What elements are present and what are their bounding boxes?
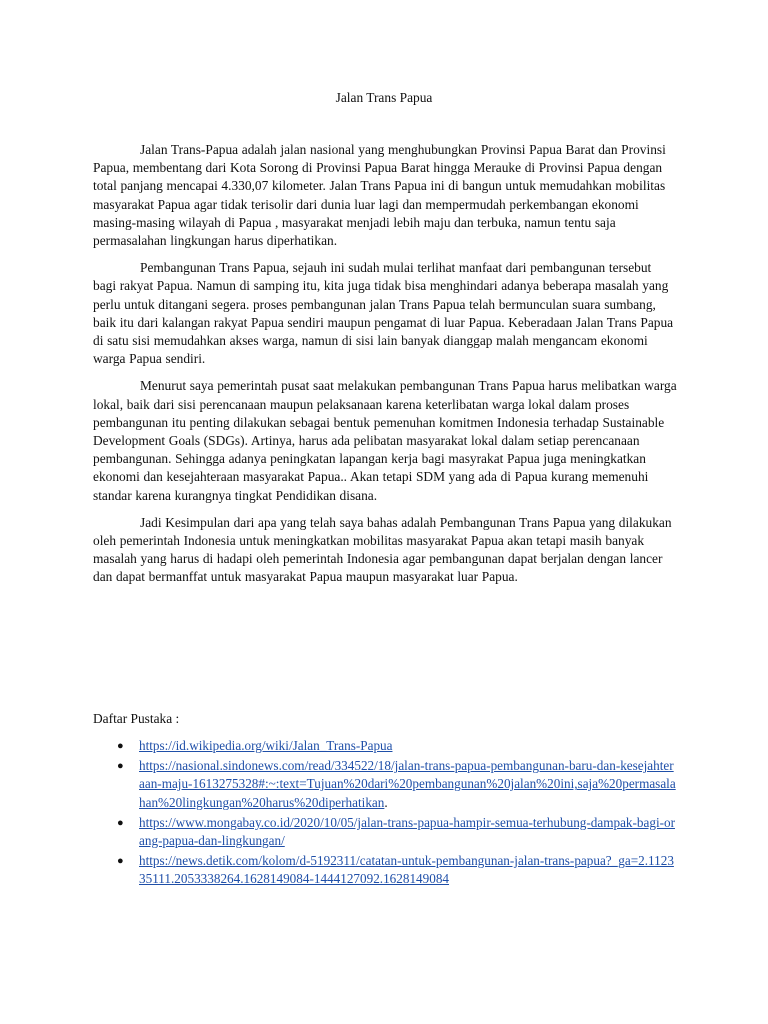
references-list <box>93 737 677 891</box>
reference-item <box>93 737 677 755</box>
reference-link-wikipedia[interactable]: https://id.wikipedia.org/wiki/Jalan_Trans-Papua <box>139 738 393 753</box>
paragraph-2: Pembangunan Trans Papua, sejauh ini sudah mulai terlihat manfaat dari pembangunan tersebut bagi rakyat Papua. Namun di samping itu, kita juga tidak bisa menghindari adanya beberapa masalah yang perlu untuk ditangani segera. proses pembangunan jalan Trans Papua telah bermunculan suara sumbang, baik itu dari kalangan rakyat Papua sendiri maupun pengamat di luar Papua. Keberadaan Jalan Trans Papua di satu sisi memudahkan akses warga, namun di sisi lain banyak dianggap malah mengancam ekonomi warga Papua sendiri. <box>93 260 674 367</box>
document-body <box>93 141 677 596</box>
reference-item <box>93 757 677 812</box>
paragraph-1: Jalan Trans-Papua adalah jalan nasional yang menghubungkan Provinsi Papua Barat dan Provinsi Papua, membentang dari Kota Sorong di Provinsi Papua Barat hingga Merauke di Provinsi Papua dengan total panjang mencapai 4.330,07 kilometer. Jalan Trans Papua ini di bangun untuk memudahkan mobilitas masyarakat Papua agar tidak terisolir dari dunia luar lagi dan mempermudah perkembangan ekonomi masing-masing wilayah di Papua , masyarakat menjadi lebih maju dan terbuka, namun tentu saja permasalahan lingkungan harus diperhatikan. <box>93 142 666 249</box>
bullet-icon: ● <box>117 760 124 773</box>
document-title: Jalan Trans Papua <box>335 90 433 105</box>
reference-link-mongabay[interactable]: https://www.mongabay.co.id/2020/10/05/jalan-trans-papua-hampir-semua-terhubung-dampak-bagi-orang-papua-dan-lingkungan/ <box>139 814 675 849</box>
reference-link-detik[interactable]: https://news.detik.com/kolom/d-5192311/catatan-untuk-pembangunan-jalan-trans-papua?_ga=2.112335111.2053338264.1628149084-1444127092.1628149084 <box>139 853 674 887</box>
paragraph-4: Jadi Kesimpulan dari apa yang telah saya bahas adalah Pembangunan Trans Papua yang dilakukan oleh pemerintah Indonesia untuk meningkatkan mobilitas masyarakat Papua akan tetapi masih banyak masalah yang harus di hadapi oleh pemerintah Indonesia agar pembangunan dapat berjalan dengan lancer dan dapat bermanffat untuk masyarakat Papua maupun masyarakat luar Papua. <box>93 514 672 585</box>
reference-item <box>93 814 677 850</box>
paragraph-3: Menurut saya pemerintah pusat saat melakukan pembangunan Trans Papua harus melibatkan warga lokal, baik dari sisi perencanaan maupun pelaksanaan karena keterlibatan warga lokal dalam proses pembangunan itu penting dilakukan sebagai bentuk pemenuhan komitmen Indonesia terhadap Sustainable Development Goals (SDGs). Artinya, harus ada pelibatan masyarakat lokal dalam setiap perencanaan pembangunan. Sehingga adanya peningkatan lapangan kerja bagi masyrakat Papua juga meningkatkan ekonomi dan kesejahteraan masyarakat Papua.. Akan tetapi SDM yang ada di Papua kurang memenuhi standar karena kurangnya tingkat Pendidikan disana. <box>93 378 677 503</box>
bullet-icon: ● <box>117 740 124 752</box>
references-heading: Daftar Pustaka : <box>93 711 180 726</box>
bullet-icon: ● <box>117 855 124 868</box>
bullet-icon: ● <box>117 816 124 829</box>
reference-suffix: . <box>384 794 388 810</box>
reference-item <box>93 852 677 888</box>
reference-link-sindonews[interactable]: https://nasional.sindonews.com/read/334522/18/jalan-trans-papua-pembangunan-baru-dan-kesejahteraan-maju-1613275328#:~:text=Tujuan%20dari%20pembangunan%20jalan%20ini,saja%20permasalahan%20lingkungan%20harus%20diperhatikan <box>139 758 676 810</box>
